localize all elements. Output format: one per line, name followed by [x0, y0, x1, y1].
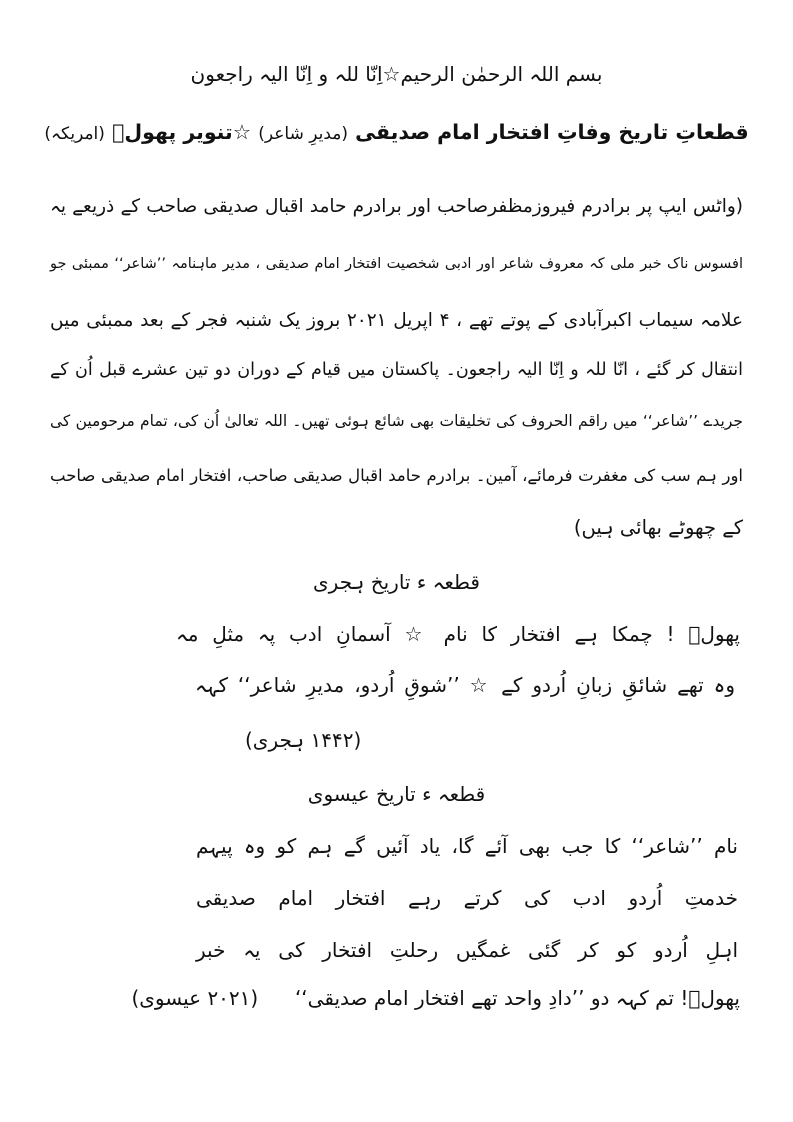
eesvi-verse: پھولؔ! تم کہہ دو ’’دادِ واحد تھے افتخار امام صدیقی‘‘	[294, 986, 740, 1010]
hijri-verse: پھولؔ ! چمکا ہے افتخار کا نام ☆ آسمانِ ادب پہ مثلِ مہ	[176, 622, 740, 646]
basmala: بسم اللہ الرحمٰن الرحیم☆اِنّا للہ و اِنّا الیہ راجعون	[190, 62, 603, 86]
title-main: قطعاتِ تاریخ وفاتِ افتخار امام صدیقی	[355, 120, 749, 144]
intro-line: کے چھوٹے بھائی ہیں)	[573, 516, 743, 539]
eesvi-verse: اہلِ اُردو کو کر گئی غمگیں رحلتِ افتخار کی یہ خبر	[196, 938, 738, 962]
title-note: (مدیرِ شاعر)	[258, 124, 349, 144]
intro-line: انتقال کر گئے ، انّا للہ و اِنّا الیہ راجعون۔ پاکستان میں قیام کے دوران دو تین عشرے قبل اُن کے	[50, 360, 743, 380]
hijri-verse: وہ تھے شائقِ زبانِ اُردو کے ☆ ’’شوقِ اُردو، مدیرِ شاعر‘‘ کہہ	[195, 673, 735, 697]
eesvi-last-line	[60, 986, 740, 1010]
intro-line: (واٹس ایپ پر برادرم فیروزمظفرصاحب اور برادرم حامد اقبال صدیقی صاحب کے ذریعے یہ	[50, 196, 743, 217]
title-author-note: (امریکہ)	[44, 124, 105, 144]
intro-line: علامہ سیماب اکبرآبادی کے پوتے تھے ، ۴ اپریل ۲۰۲۱ بروز یک شنبہ فجر کے بعد ممبئی میں	[50, 310, 743, 331]
intro-line: جریدے ’’شاعر‘‘ میں راقم الحروف کی تخلیقات بھی شائع ہوئی تھیں۔ اللہ تعالیٰ اُن کی، تمام مرحومین کی	[50, 412, 743, 430]
hijri-year: (۱۴۴۲ ہجری)	[245, 728, 362, 752]
eesvi-verse: نام ’’شاعر‘‘ کا جب بھی آئے گا، یاد آئیں گے ہم کو وہ پیہم	[196, 834, 738, 858]
intro-line: اور ہم سب کی مغفرت فرمائے، آمین۔ برادرم حامد اقبال صدیقی صاحب، افتخار امام صدیقی صاحب	[50, 466, 743, 485]
page-title	[40, 120, 753, 144]
eesvi-verse: خدمتِ اُردو ادب کی کرتے رہے افتخار امام صدیقی	[196, 886, 738, 910]
eesvi-heading: قطعہ ء تاریخ عیسوی	[307, 782, 486, 806]
title-author: ☆تنویر پھولؔ	[112, 120, 252, 144]
intro-line: افسوس ناک خبر ملی کہ معروف شاعر اور ادبی شخصیت افتخار امام صدیقی ، مدیر ماہنامہ ’’شاعر‘‘ ممبئی جو	[50, 256, 743, 272]
eesvi-year: (۲۰۲۱ عیسوی)	[131, 986, 259, 1010]
hijri-heading: قطعہ ء تاریخ ہجری	[313, 570, 480, 594]
